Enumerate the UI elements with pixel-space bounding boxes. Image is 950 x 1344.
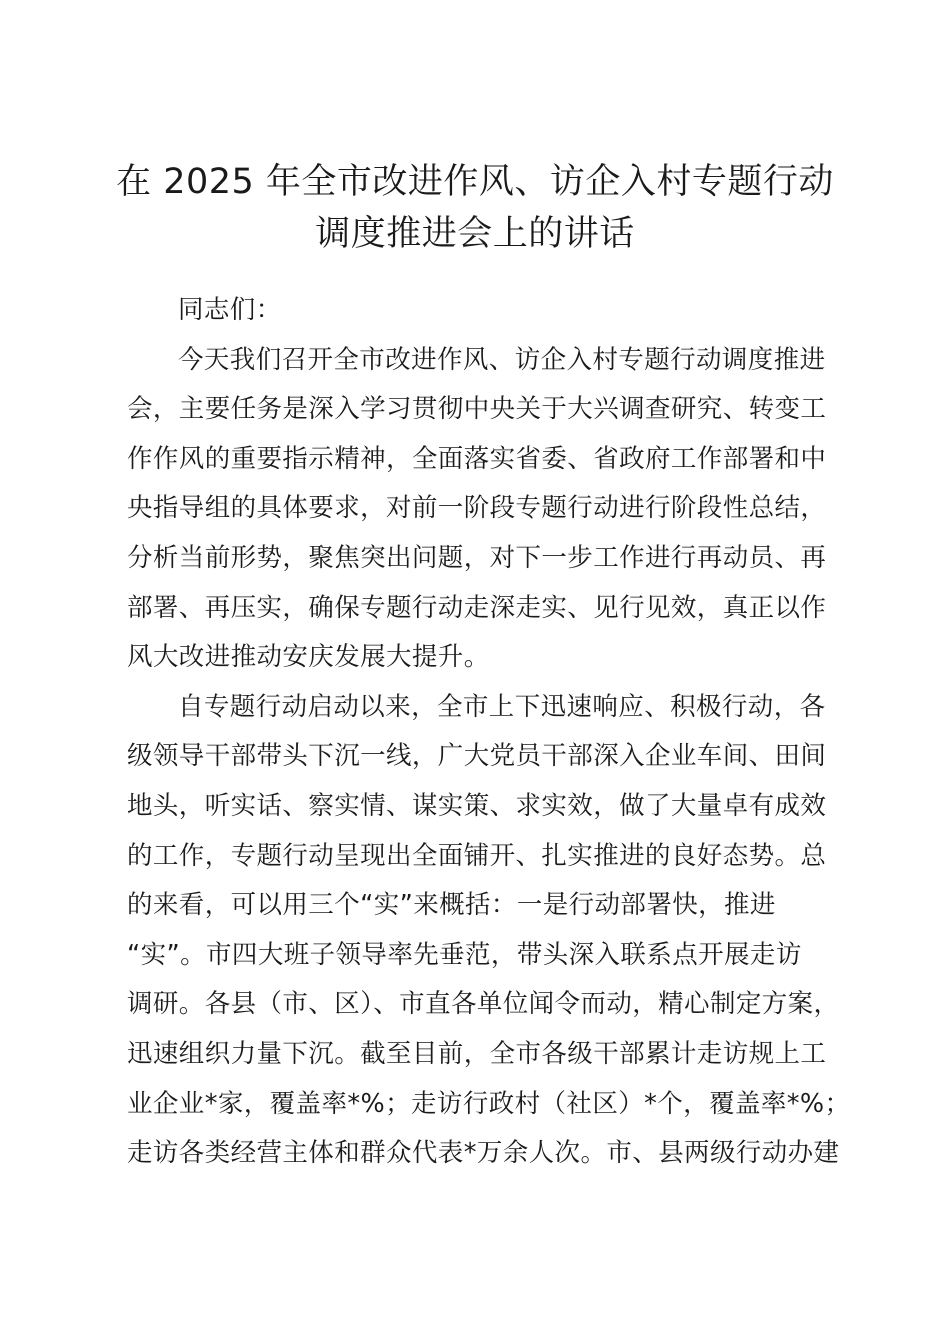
body-line: 的来看，可以用三个“实”来概括：一是行动部署快，推进 <box>127 890 776 921</box>
body-line: 会，主要任务是深入学习贯彻中央关于大兴调查研究、转变工 <box>127 394 827 425</box>
body-line: 级领导干部带头下沉一线，广大党员干部深入企业车间、田间 <box>127 741 827 772</box>
body-line: 地头，听实话、察实情、谋实策、求实效，做了大量卓有成效 <box>127 790 827 821</box>
body-line: 的工作，专题行动呈现出全面铺开、扎实推进的良好态势。总 <box>127 840 827 871</box>
body-line: 分析当前形势，聚焦突出问题，对下一步工作进行再动员、再 <box>127 542 827 573</box>
body-line: 部署、再压实，确保专题行动走深走实、见行见效，真正以作 <box>127 592 827 623</box>
body-line: 作作风的重要指示精神，全面落实省委、省政府工作部署和中 <box>127 443 827 474</box>
body-line: 今天我们召开全市改进作风、访企入村专题行动调度推进 <box>178 344 826 375</box>
body-line: 自专题行动启动以来，全市上下迅速响应、积极行动，各 <box>178 691 826 722</box>
body-line: “实”。市四大班子领导率先垂范，带头深入联系点开展走访 <box>127 939 802 970</box>
salutation: 同志们： <box>178 295 282 325</box>
body-line: 迅速组织力量下沉。截至目前，全市各级干部累计走访规上工 <box>127 1038 827 1069</box>
body-line: 风大改进推动安庆发展大提升。 <box>127 642 490 673</box>
body-line: 调研。各县（市、区）、市直各单位闻令而动，精心制定方案， <box>127 989 840 1020</box>
body-line: 走访各类经营主体和群众代表*万余人次。市、县两级行动办建 <box>127 1138 840 1169</box>
document-title-line-1: 在 2025 年全市改进作风、访企入村专题行动 <box>116 162 834 202</box>
body-line: 央指导组的具体要求，对前一阶段专题行动进行阶段性总结， <box>127 493 827 524</box>
body-line: 业企业*家，覆盖率*%；走访行政村（社区）*个，覆盖率*%； <box>127 1088 851 1119</box>
document-title-line-2: 调度推进会上的讲话 <box>315 214 635 254</box>
document-body <box>127 286 851 1179</box>
